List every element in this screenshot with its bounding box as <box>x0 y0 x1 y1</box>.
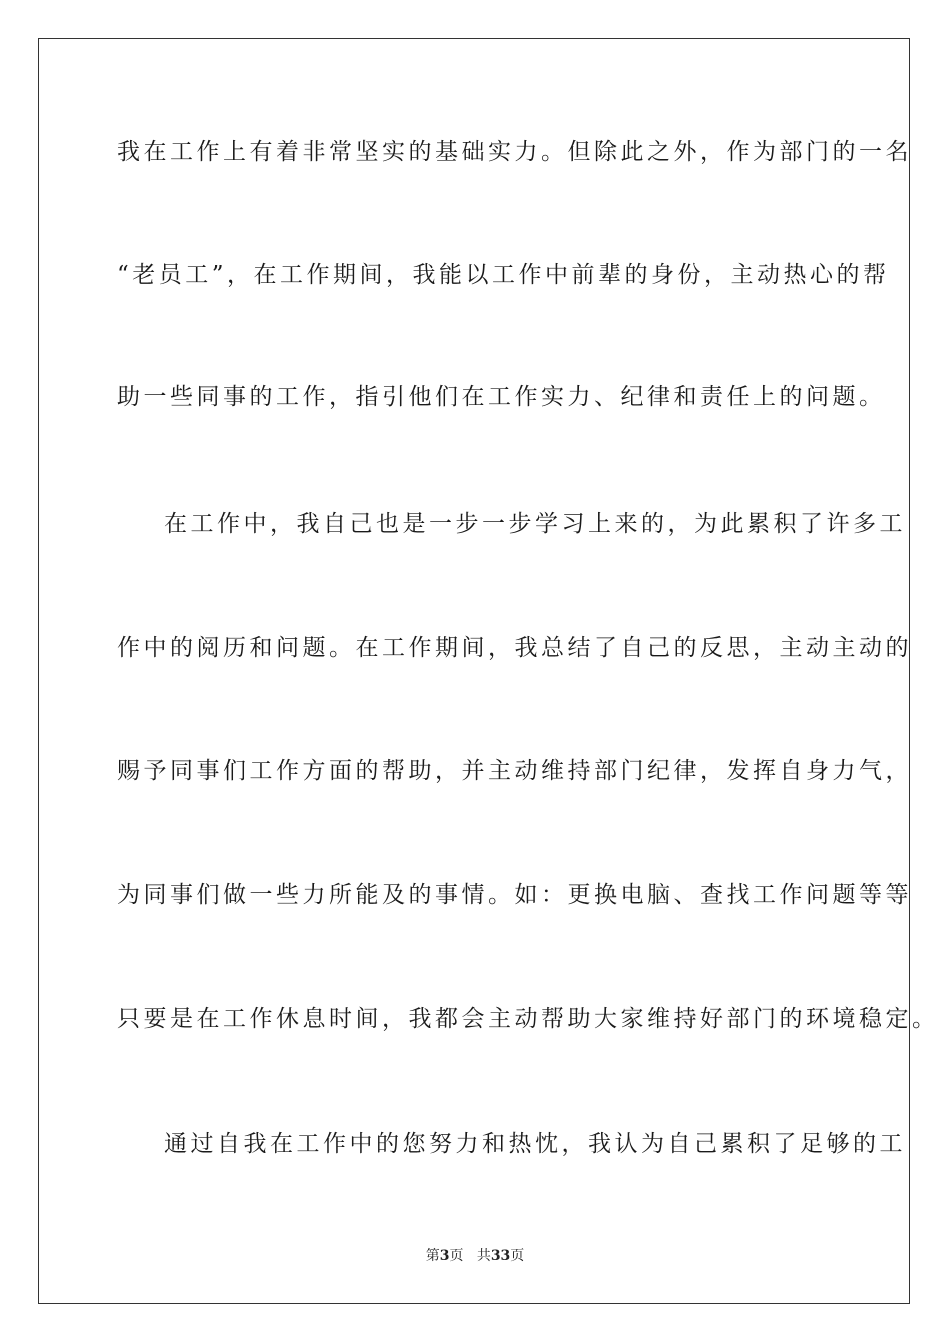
page-frame <box>38 38 910 1304</box>
page-footer <box>0 1246 950 1266</box>
text-line-5: 作中的阅历和问题。在工作期间，我总结了自己的反思，主动主动的 <box>117 635 912 661</box>
page-prefix: 第 <box>425 1248 440 1264</box>
text-line-9: 通过自我在工作中的您努力和热忱，我认为自己累积了足够的工 <box>164 1131 906 1157</box>
text-line-1: 我在工作上有着非常坚实的基础实力。但除此之外，作为部门的一名 <box>117 139 912 165</box>
total-prefix: 共 <box>476 1248 491 1264</box>
page-number: 3 <box>439 1248 450 1264</box>
text-line-7: 为同事们做一些力所能及的事情。如：更换电脑、查找工作问题等等 <box>117 882 912 908</box>
text-line-6: 赐予同事们工作方面的帮助，并主动维持部门纪律，发挥自身力气， <box>117 758 912 784</box>
total-suffix: 页 <box>510 1248 525 1264</box>
page-suffix: 页 <box>449 1248 464 1264</box>
text-line-2: “老员工”，在工作期间，我能以工作中前辈的身份，主动热心的帮 <box>117 262 890 288</box>
text-line-4: 在工作中，我自己也是一步一步学习上来的，为此累积了许多工 <box>164 511 906 537</box>
text-line-8: 只要是在工作休息时间，我都会主动帮助大家维持好部门的环境稳定。 <box>117 1006 939 1032</box>
total-pages: 33 <box>490 1248 511 1264</box>
text-line-3: 助一些同事的工作，指引他们在工作实力、纪律和责任上的问题。 <box>117 384 886 410</box>
